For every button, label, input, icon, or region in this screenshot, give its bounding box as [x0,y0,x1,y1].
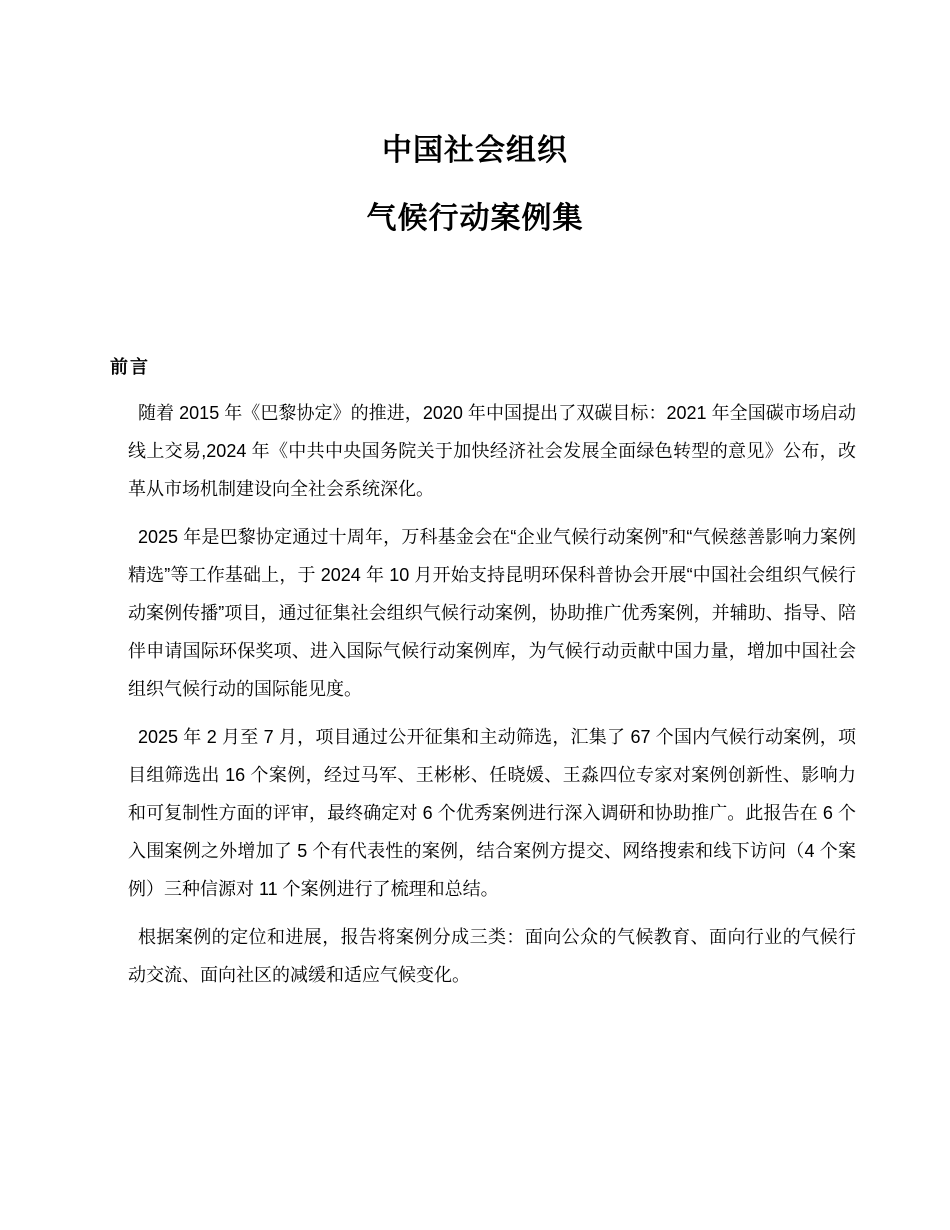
document-title-line1: 中国社会组织 [382,134,568,167]
preface-paragraph-3: 2025 年 2 月至 7 月，项目通过公开征集和主动筛选，汇集了 67 个国内气候行动案例，项目组筛选出 16 个案例，经过马军、王彬彬、任晓媛、王淼四位专家对案例创新性、影响力和可复制性方面的评审，最终确定对 6 个优秀案例进行深入调研和协助推广。此报告在 6 个入围案例之外增加了 5 个有代表性的案例，结合案例方提交、网络搜索和线下访问（4 个案例）三种信源对 11 个案例进行了梳理和总结。 [128,727,856,899]
preface-paragraph-4: 根据案例的定位和进展，报告将案例分成三类：面向公众的气候教育、面向行业的气候行动交流、面向社区的减缓和适应气候变化。 [128,927,856,985]
preface-body [128,394,856,994]
preface-paragraph-1: 随着 2015 年《巴黎协定》的推进，2020 年中国提出了双碳目标：2021 年全国碳市场启动线上交易,2024 年《中共中央国务院关于加快经济社会发展全面绿色转型的意见》公布，改革从市场机制建设向全社会系统深化。 [128,403,856,499]
preface-paragraph-2: 2025 年是巴黎协定通过十周年，万科基金会在“企业气候行动案例”和“气候慈善影响力案例精选”等工作基础上，于 2024 年 10 月开始支持昆明环保科普协会开展“中国社会组织气候行动案例传播”项目，通过征集社会组织气候行动案例，协助推广优秀案例，并辅助、指导、陪伴申请国际环保奖项、进入国际气候行动案例库，为气候行动贡献中国力量，增加中国社会组织气候行动的国际能见度。 [128,527,856,699]
document-title-line2: 气候行动案例集 [366,202,584,235]
preface-heading: 前言 [110,357,150,377]
